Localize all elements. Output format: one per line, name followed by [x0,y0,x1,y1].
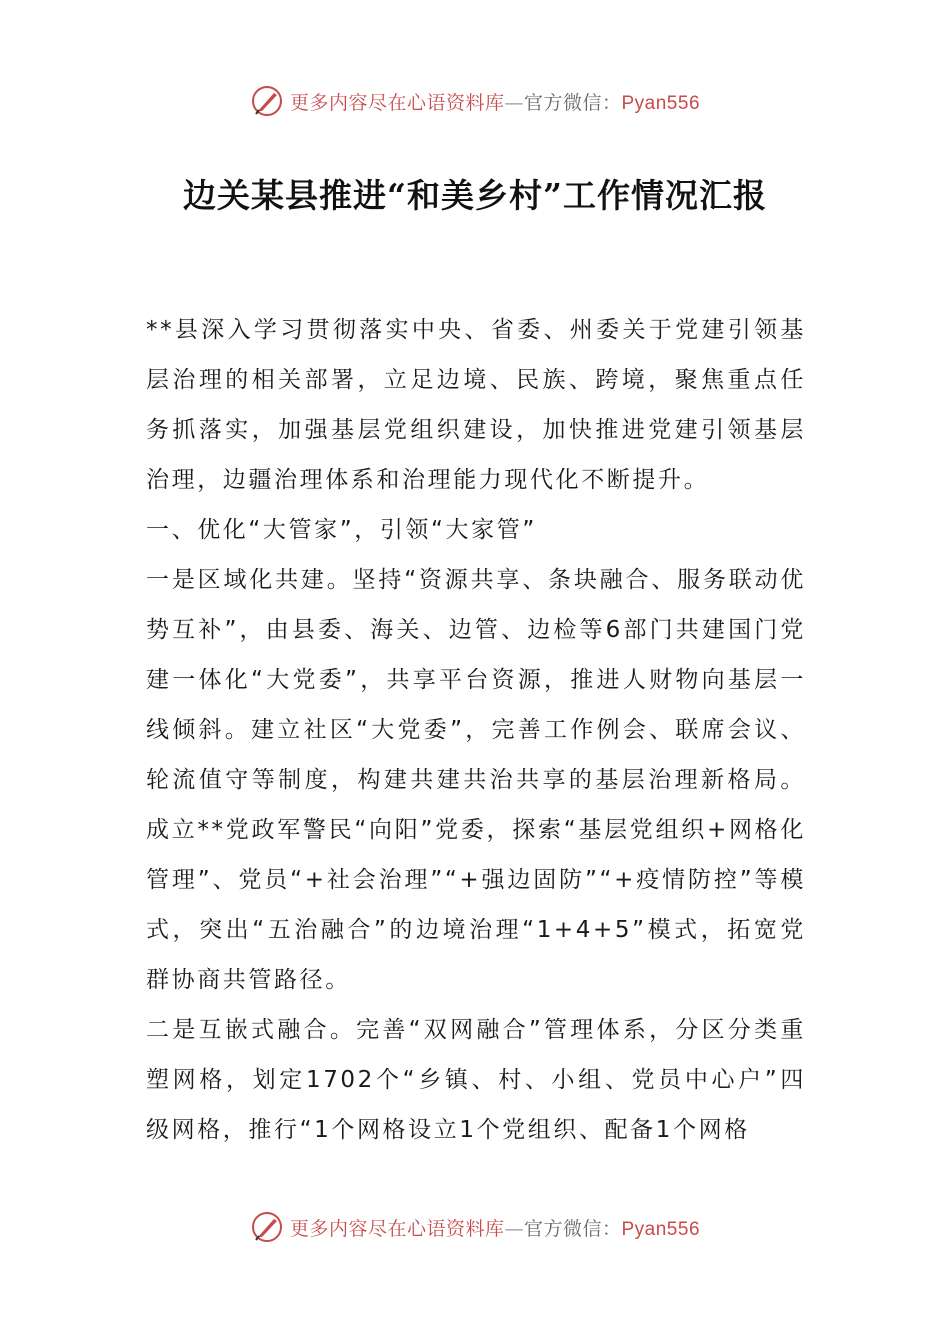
quill-pen-circle-icon [250,84,284,118]
watermark-header [0,84,950,118]
section-heading-1: 一、优化“大管家”，引领“大家管” [146,517,537,543]
watermark-text: 更多内容尽在心语资料库—官方微信：Pyan556 [289,91,701,114]
watermark-text: 更多内容尽在心语资料库—官方微信：Pyan556 [289,1217,701,1240]
paragraph-intro: **县深入学习贯彻落实中央、省委、州委关于党建引领基层治理的相关部署，立足边境、民族、跨境，聚焦重点任务抓落实，加强基层党组织建设，加快推进党建引领基层治理，边疆治理体系和治理能力现代化不断提升。 [146,317,806,493]
paragraph-embedded-integration: 二是互嵌式融合。完善“双网融合”管理体系，分区分类重塑网格，划定1702个“乡镇、村、小组、党员中心户”四级网格，推行“1个网格设立1个党组织、配备1个网格 [146,1017,806,1143]
watermark-footer [0,1210,950,1244]
paragraph-regional-coconstruction: 一是区域化共建。坚持“资源共享、条块融合、服务联动优势互补”，由县委、海关、边管、边检等6部门共建国门党建一体化“大党委”，共享平台资源，推进人财物向基层一线倾斜。建立社区“大党委”，完善工作例会、联席会议、轮流值守等制度，构建共建共治共享的基层治理新格局。成立**党政军警民“向阳”党委，探索“基层党组织+网格化管理”、党员“+社会治理”“+强边固防”“+疫情防控”等模式，突出“五治融合”的边境治理“1+4+5”模式，拓宽党群协商共管路径。 [146,567,806,993]
document-title: 边关某县推进“和美乡村”工作情况汇报 [183,176,767,215]
document-body [146,305,806,1155]
quill-pen-circle-icon [250,1210,284,1244]
